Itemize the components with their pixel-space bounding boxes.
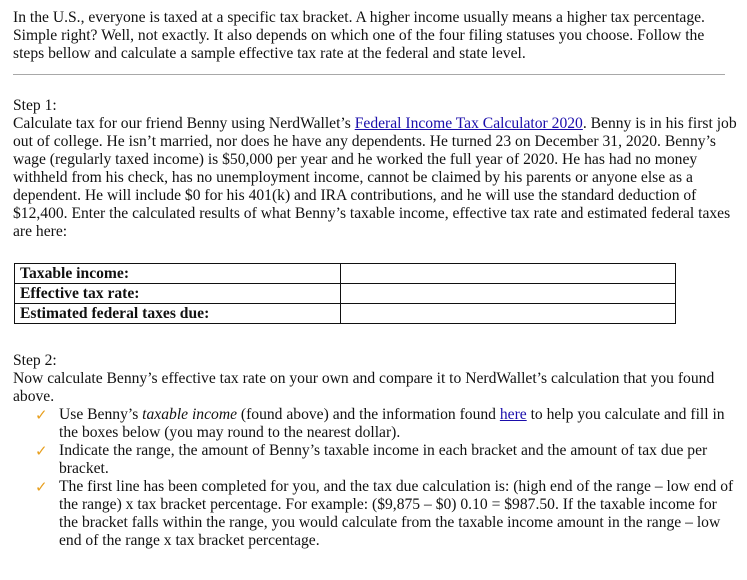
- effective-tax-rate-label: Effective tax rate:: [15, 284, 341, 304]
- step-2-instructions: Now calculate Benny’s effective tax rate on your own and compare it to NerdWallet’s calculation that you found above.: [13, 370, 715, 405]
- checkmark-icon: ✓: [35, 442, 48, 460]
- step-2-checklist: [13, 406, 737, 550]
- bullet-1-middle: (found above) and the information found: [237, 406, 500, 423]
- results-table: [14, 263, 676, 324]
- bullet-1-emphasis: taxable income: [142, 406, 237, 423]
- step-1-text-after-link: . Benny is in his first job out of college. He isn’t married, nor does he have any dependents. He turned 23 on December 31, 2020. Benny’s wage (regularly taxed income) is $50,000 per year and he worked the full year of 2020. He has had no money withheld from his check, has no unemployment income, cannot be claimed by his parents or anyone else as a dependent. He will include $0 for his 401(k) and IRA contributions, and he will use the standard deduction of $12,400. Enter the calculated results of what Benny’s taxable income, effective tax rate and estimated federal taxes are here:: [13, 115, 737, 240]
- step-2-heading-text: Step 2: [13, 352, 53, 369]
- step-1-heading: [13, 97, 737, 115]
- table-row: [15, 284, 676, 304]
- table-row: [15, 264, 676, 284]
- step-1-heading-colon: :: [52, 97, 57, 114]
- step-2-heading: [13, 352, 737, 370]
- bullet-3-text: The first line has been completed for you, and the tax due calculation is: (high end of the range – low end of the range) x tax bracket percentage. For example: ($9,875 – $0) 0.10 = $987.50. If the taxable income for the bracket falls within the range, you would calculate from the taxable income amount in the range – low end of the range x tax bracket percentage.: [59, 478, 734, 549]
- list-item: [13, 478, 737, 550]
- step-1-text-before-link: Calculate tax for our friend Benny using NerdWallet’s: [13, 115, 355, 132]
- step-1-heading-text: Step 1: [13, 97, 53, 114]
- federal-tax-calculator-link[interactable]: Federal Income Tax Calculator 2020: [354, 115, 583, 132]
- tax-brackets-link[interactable]: here: [499, 406, 527, 423]
- step-1-instructions: [13, 115, 737, 241]
- estimated-federal-taxes-input[interactable]: [341, 304, 676, 324]
- list-item: [13, 406, 737, 442]
- taxable-income-label: Taxable income:: [15, 264, 341, 284]
- bullet-1-after: to help you calculate and fill in the boxes below (you may round to the nearest dollar).: [59, 406, 725, 441]
- table-row: [15, 304, 676, 324]
- taxable-income-input[interactable]: [341, 264, 676, 284]
- estimated-federal-taxes-label: Estimated federal taxes due:: [15, 304, 341, 324]
- bullet-1-before: Use Benny’s: [59, 406, 143, 423]
- effective-tax-rate-input[interactable]: [341, 284, 676, 304]
- checkmark-icon: ✓: [35, 478, 48, 496]
- list-item: [13, 442, 737, 478]
- intro-paragraph: In the U.S., everyone is taxed at a specific tax bracket. A higher income usually means a higher tax percentage. Simple right? Well, not exactly. It also depends on which one of the four filing statuses you choose. Follow the steps bellow and calculate a sample effective tax rate at the federal and state level.: [13, 9, 705, 62]
- step-1-section: [13, 97, 737, 241]
- step-2-section: [13, 352, 737, 550]
- step-2-heading-colon: :: [52, 352, 57, 369]
- checkmark-icon: ✓: [35, 406, 48, 424]
- divider: [13, 74, 725, 75]
- bullet-2-text: Indicate the range, the amount of Benny’s taxable income in each bracket and the amount of tax due per bracket.: [59, 442, 708, 477]
